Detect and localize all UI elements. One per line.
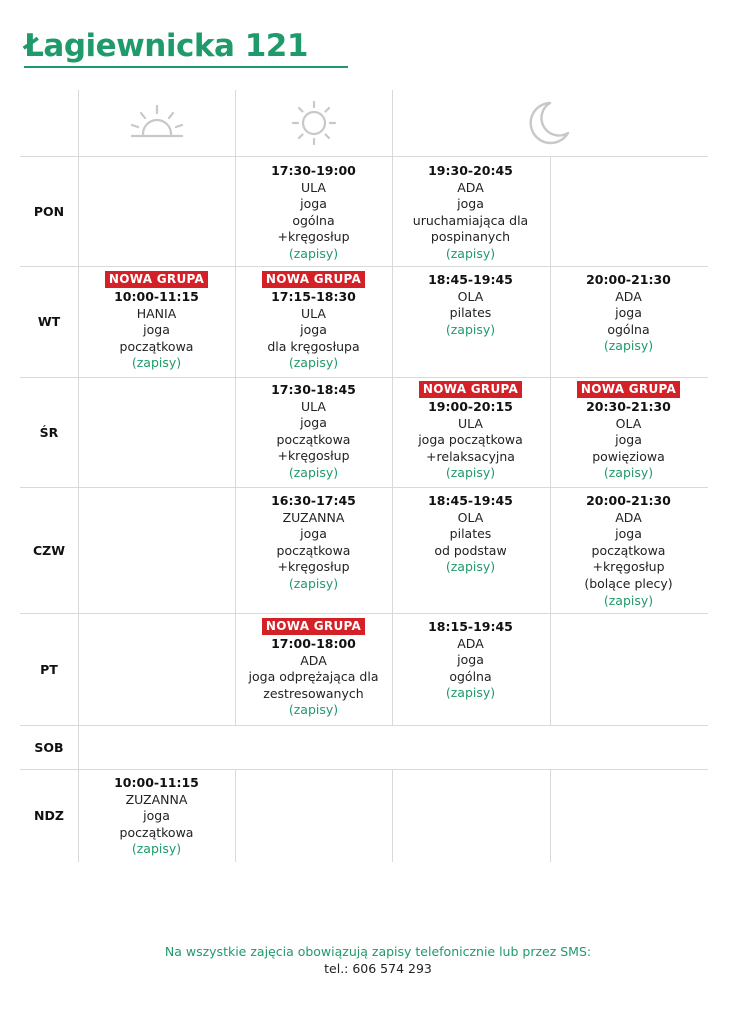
signup-link[interactable]: (zapisy) [445,685,496,701]
class-instructor: ZUZANNA [125,791,188,807]
page-title: Łagiewnicka 121 [24,28,308,64]
class-name: (bolące plecy) [584,575,673,591]
signup-link[interactable]: (zapisy) [603,592,654,608]
class-cell [392,163,549,263]
class-instructor: ULA [301,179,326,195]
class-instructor: OLA [457,509,484,525]
class-instructor: ADA [615,288,642,304]
class-time: 10:00-11:15 [114,289,199,304]
new-group-badge: NOWA GRUPA [262,271,365,288]
class-time: 17:15-18:30 [271,289,356,304]
class-name: ogólna [449,668,492,684]
signup-link[interactable]: (zapisy) [288,355,339,371]
class-cell [392,493,549,576]
grid-line [20,156,708,157]
class-name: początkowa [591,542,666,558]
class-name: początkowa [119,338,194,354]
class-name: początkowa [119,824,194,840]
class-name: joga [300,526,327,542]
grid-line [20,725,708,726]
class-name: joga [615,305,642,321]
class-time: 10:00-11:15 [114,775,199,790]
class-time: 19:30-20:45 [428,163,513,178]
signup-link[interactable]: (zapisy) [445,559,496,575]
class-name: joga odprężająca dla [248,669,379,685]
class-name: pilates [449,526,492,542]
class-instructor: ULA [301,398,326,414]
schedule-grid [20,90,708,862]
class-time: 20:00-21:30 [586,493,671,508]
signup-link[interactable]: (zapisy) [288,464,339,480]
new-group-badge: NOWA GRUPA [105,271,208,288]
class-instructor: OLA [615,415,642,431]
class-cell [235,382,392,482]
grid-line [235,769,236,862]
grid-line [20,266,708,267]
footer-signup-info: Na wszystkie zajęcia obowiązują zapisy telefonicznie lub przez SMS: [164,944,592,959]
class-name: pilates [449,305,492,321]
new-group-badge: NOWA GRUPA [577,381,680,398]
sunrise-icon [78,90,235,156]
class-name: ogólna [607,321,650,337]
class-cell [392,272,549,338]
class-instructor: ZUZANNA [282,509,345,525]
signup-link[interactable]: (zapisy) [131,355,182,371]
class-name: początkowa [276,542,351,558]
day-label-pt: PT [40,661,58,677]
class-time: 17:00-18:00 [271,636,356,651]
class-name: +relaksacyjna [426,448,515,464]
class-name: dla kręgosłupa [267,338,360,354]
class-name: od podstaw [434,542,507,558]
class-name: pospinanych [430,229,511,245]
class-name: joga [300,322,327,338]
class-name: ogólna [292,212,335,228]
footer-note [0,943,756,977]
class-cell [550,272,707,355]
class-cell [235,163,392,263]
class-name: joga początkowa [418,432,523,448]
class-name: joga [615,432,642,448]
class-instructor: ADA [615,509,642,525]
class-instructor: ADA [300,652,327,668]
class-time: 17:30-19:00 [271,163,356,178]
signup-link[interactable]: (zapisy) [603,338,654,354]
signup-link[interactable]: (zapisy) [288,575,339,591]
title-underline [24,66,348,68]
grid-line [78,90,79,862]
class-time: 20:00-21:30 [586,272,671,287]
signup-link[interactable]: (zapisy) [603,465,654,481]
class-name: początkowa [276,431,351,447]
signup-link[interactable]: (zapisy) [288,245,339,261]
new-group-badge: NOWA GRUPA [262,618,365,635]
class-name: joga [300,196,327,212]
grid-line [20,377,708,378]
day-label-wt: WT [37,314,61,329]
class-time: 18:15-19:45 [428,619,513,634]
class-cell [235,493,392,593]
signup-link[interactable]: (zapisy) [445,321,496,337]
class-cell [235,271,392,372]
class-name: powięziowa [592,448,665,464]
class-cell [392,619,549,702]
class-name: joga [457,196,484,212]
grid-line [392,769,393,862]
class-instructor: ADA [457,179,484,195]
class-cell [78,271,235,372]
class-name: uruchamiająca dla [412,212,529,228]
class-time: 18:45-19:45 [428,493,513,508]
grid-line [550,769,551,862]
grid-line [20,487,708,488]
class-instructor: OLA [457,288,484,304]
day-label-sr: ŚR [39,424,59,440]
class-name: +kręgosłup [592,559,665,575]
class-name: joga [457,652,484,668]
grid-line [20,613,708,614]
class-name: joga [615,526,642,542]
day-label-czw: CZW [32,542,66,558]
moon-icon [392,90,708,156]
class-instructor: HANIA [136,305,177,321]
class-instructor: ULA [301,305,326,321]
class-name: +kręgosłup [277,448,350,464]
class-instructor: ULA [458,415,483,431]
class-name: joga [300,415,327,431]
day-label-ndz: NDZ [34,808,64,823]
sun-icon [235,90,392,156]
signup-link[interactable]: (zapisy) [131,841,182,857]
class-cell [392,381,549,482]
footer-phone: tel.: 606 574 293 [324,961,432,976]
class-name: +kręgosłup [277,229,350,245]
class-cell [78,775,235,858]
class-name: zestresowanych [263,685,364,701]
class-cell [550,493,707,609]
grid-line [20,769,708,770]
class-time: 19:00-20:15 [428,399,513,414]
day-label-sob: SOB [34,739,64,755]
class-name: joga [143,808,170,824]
class-instructor: ADA [457,635,484,651]
class-cell [235,618,392,719]
class-time: 18:45-19:45 [428,272,513,287]
new-group-badge: NOWA GRUPA [419,381,522,398]
class-name: joga [143,322,170,338]
signup-link[interactable]: (zapisy) [288,702,339,718]
class-time: 17:30-18:45 [271,382,356,397]
day-label-pon: PON [33,203,65,219]
class-cell [550,381,707,482]
class-time: 20:30-21:30 [586,399,671,414]
signup-link[interactable]: (zapisy) [445,465,496,481]
signup-link[interactable]: (zapisy) [445,245,496,261]
class-time: 16:30-17:45 [271,493,356,508]
class-name: +kręgosłup [277,559,350,575]
